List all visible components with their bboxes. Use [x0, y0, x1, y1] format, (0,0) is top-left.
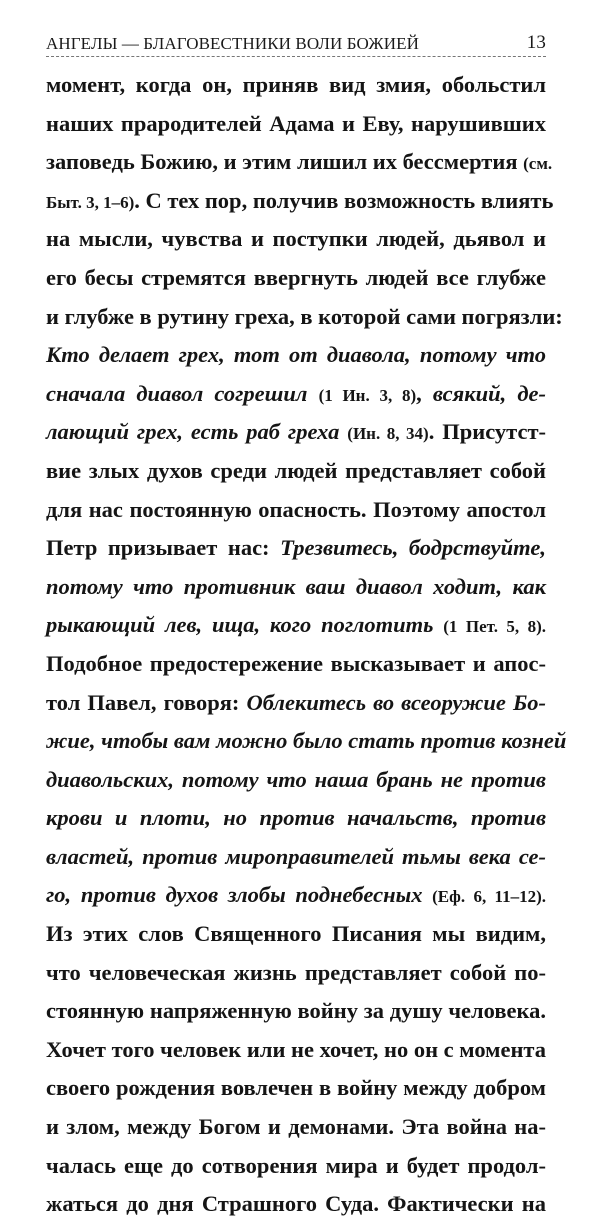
scripture-quote: Трезвитесь, бодрствуйте, [280, 535, 546, 561]
scripture-quote: го, против духов злобы поднебесных [46, 882, 433, 908]
text-run: , [416, 380, 433, 406]
page-number: 13 [526, 32, 546, 53]
text-run: Подобное предостережение высказывает и апос- [46, 650, 546, 676]
scripture-quote: властей, против мироправителей тьмы века се- [46, 843, 546, 869]
text-run: что человеческая жизнь представляет собой по- [46, 959, 546, 985]
text-line [46, 1069, 546, 1108]
text-line [46, 1185, 546, 1224]
text-line [46, 182, 554, 221]
text-line [46, 568, 546, 607]
text-run: Петр призывает нас: [46, 535, 281, 561]
text-line [46, 1147, 546, 1186]
scripture-quote: сначала диавол согрешил [46, 380, 319, 406]
text-run: . Присутст- [428, 419, 546, 445]
text-line [46, 375, 546, 414]
text-run: Из этих слов Священного Писания мы видим, [46, 921, 546, 947]
scripture-quote: лающий грех, есть раб греха [46, 419, 348, 445]
text-run: его бесы стремятся ввергнуть людей все глубже [46, 264, 546, 290]
header-rule [46, 56, 546, 57]
text-run: и злом, между Богом и демонами. Эта война на- [46, 1114, 546, 1140]
text-run: Хочет того человек или не хочет, но он с момента [46, 1036, 546, 1062]
text-line [46, 799, 546, 838]
text-run: чалась еще до сотворения мира и будет продол- [46, 1152, 546, 1178]
text-line [46, 66, 546, 105]
text-line [46, 684, 546, 723]
scripture-quote: диавольских, потому что наша брань не против [46, 766, 546, 792]
text-run: своего рождения вовлечен в войну между добром [46, 1075, 546, 1101]
text-line [46, 915, 546, 954]
text-run: наших прародителей Адама и Еву, нарушивших [46, 110, 546, 136]
text-run: на мысли, чувства и поступки людей, дьявол и [46, 226, 546, 252]
text-line [46, 838, 546, 877]
text-line [46, 220, 546, 259]
scripture-quote: потому что противник ваш диавол ходит, как [46, 573, 546, 599]
text-line [46, 876, 546, 915]
running-head [46, 30, 546, 54]
scripture-quote: жие, чтобы вам можно было стать против козней [46, 728, 567, 754]
text-run: заповедь Божию, и этим лишил их бессмертия [46, 149, 524, 175]
text-line [46, 143, 553, 182]
scripture-quote: Облекитесь во всеоружие Бо- [246, 689, 546, 715]
text-line [46, 722, 567, 761]
text-run: вие злых духов среди людей представляет собой [46, 457, 546, 483]
running-head-title: АНГЕЛЫ — БЛАГОВЕСТНИКИ ВОЛИ БОЖИЕЙ [46, 34, 419, 53]
text-line [46, 1108, 546, 1147]
scripture-reference: (см. [523, 154, 553, 174]
scripture-quote: крови и плоти, но против начальств, против [46, 805, 546, 831]
scripture-quote: Кто делает грех, тот от диавола, потому что [46, 342, 546, 368]
text-run: тол Павел, говоря: [46, 689, 247, 715]
scripture-quote: рыкающий лев, ища, кого поглотить [46, 612, 444, 638]
scripture-reference: (Ин. 8, 34) [347, 424, 429, 444]
text-line [46, 298, 563, 337]
scripture-reference: (1 Пет. 5, 8). [443, 617, 546, 637]
text-line [46, 105, 546, 144]
text-line [46, 529, 546, 568]
text-line [46, 606, 546, 645]
text-line [46, 413, 546, 452]
scripture-reference: Быт. 3, 1–6) [46, 192, 135, 212]
text-run: стоянную напряженную войну за душу человека. [46, 998, 546, 1024]
text-line [46, 992, 546, 1031]
text-line [46, 954, 546, 993]
scripture-reference: (1 Ин. 3, 8) [318, 385, 417, 405]
text-line [46, 259, 546, 298]
text-run: и глубже в рутину греха, в которой сами погрязли: [46, 303, 563, 329]
text-line [46, 761, 546, 800]
text-run: . С тех пор, получив возможность влиять [134, 187, 554, 213]
text-line [46, 336, 546, 375]
text-run: жаться до дня Страшного Суда. Фактически на [46, 1191, 546, 1217]
body-text [46, 66, 567, 1224]
text-line [46, 1031, 546, 1070]
text-run: момент, когда он, приняв вид змия, обольстил [46, 72, 546, 97]
scripture-reference: (Еф. 6, 11–12). [432, 887, 546, 907]
text-run: для нас постоянную опасность. Поэтому апостол [46, 496, 546, 522]
text-line [46, 645, 546, 684]
scripture-quote: всякий, де- [432, 380, 547, 406]
text-line [46, 491, 546, 530]
text-line [46, 452, 546, 491]
